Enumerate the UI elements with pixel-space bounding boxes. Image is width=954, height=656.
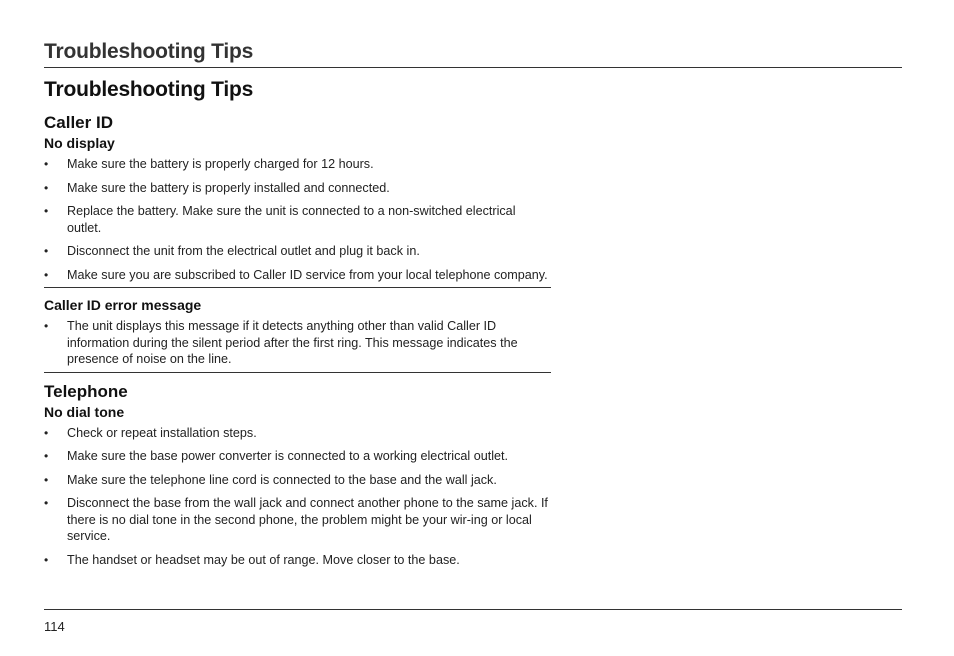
bullet: • <box>44 180 49 195</box>
no-dial-tone-block <box>44 403 551 578</box>
tip-text: The handset or headset may be out of range. Move closer to the base. <box>67 552 460 567</box>
caller-id-heading: Caller ID <box>44 113 113 132</box>
page-number: 114 <box>44 619 65 634</box>
caller-id-error-tips <box>44 318 551 368</box>
list-item <box>44 425 551 442</box>
caller-id-error-block <box>44 296 551 373</box>
list-item <box>44 203 551 236</box>
footer-rule <box>44 609 902 610</box>
tip-text: Make sure the telephone line cord is connected to the base and the wall jack. <box>67 472 497 487</box>
running-header <box>44 40 902 68</box>
no-display-tips <box>44 156 551 283</box>
list-item <box>44 552 551 569</box>
telephone-heading: Telephone <box>44 381 128 401</box>
bullet: • <box>44 425 49 440</box>
bullet: • <box>44 449 49 463</box>
tip-text: Disconnect the unit from the electrical outlet and plug it back in. <box>67 244 420 258</box>
no-dial-tone-title: No dial tone <box>44 403 125 420</box>
tip-text: Make sure the base power converter is connected to a working electrical outlet. <box>67 449 509 463</box>
bullet: • <box>44 496 49 510</box>
tip-text: The unit displays this message if it detects anything other than valid Caller ID information during the silent period after the first ring. This message indicates the presence of noise on the line. <box>67 319 518 366</box>
bullet: • <box>44 244 49 258</box>
list-item <box>44 495 551 545</box>
tip-text: Check or repeat installation steps. <box>67 425 257 440</box>
running-header-title: Troubleshooting Tips <box>44 40 254 63</box>
no-display-title: No display <box>44 135 115 151</box>
no-dial-tone-tips <box>44 425 551 569</box>
tip-text: Make sure the battery is properly charged for 12 hours. <box>67 157 374 171</box>
list-item <box>44 156 551 173</box>
no-display-block <box>44 134 551 288</box>
main-content <box>44 78 551 577</box>
section-title: Troubleshooting Tips <box>44 78 254 101</box>
list-item <box>44 472 551 489</box>
bullet: • <box>44 267 49 282</box>
list-item <box>44 318 551 368</box>
bullet: • <box>44 472 49 487</box>
list-item <box>44 243 551 260</box>
bullet: • <box>44 204 49 218</box>
caller-id-error-title: Caller ID error message <box>44 297 202 313</box>
list-item <box>44 448 551 465</box>
list-item <box>44 267 551 284</box>
tip-text: Make sure the battery is properly installed and connected. <box>67 180 390 195</box>
tip-text: Disconnect the base from the wall jack and connect another phone to the same jack. If there is no dial tone in the second phone, the problem might be your wir-ing or local service. <box>67 496 548 543</box>
tip-text: Replace the battery. Make sure the unit is connected to a non-switched electrical outlet. <box>67 204 516 235</box>
bullet: • <box>44 157 49 171</box>
list-item <box>44 180 551 197</box>
bullet: • <box>44 319 49 333</box>
bullet: • <box>44 552 49 567</box>
tip-text: Make sure you are subscribed to Caller ID service from your local telephone company. <box>67 267 548 282</box>
